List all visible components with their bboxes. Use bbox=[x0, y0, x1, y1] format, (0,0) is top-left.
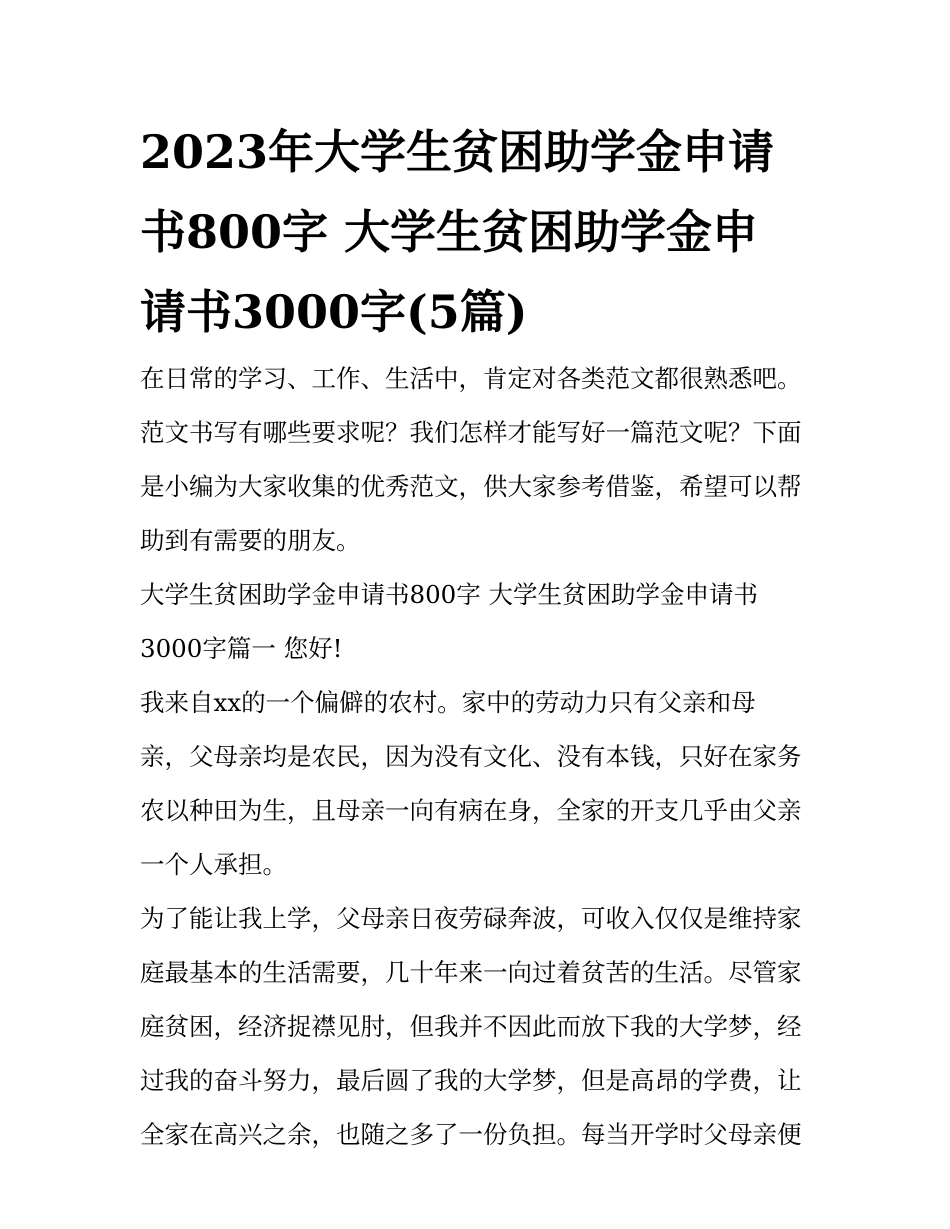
title-line: 请书3000字(5篇) bbox=[140, 285, 528, 339]
body-line: 范文书写有哪些要求呢？我们怎样才能写好一篇范文呢？下面 bbox=[140, 418, 802, 447]
document-title bbox=[140, 112, 820, 352]
body-line: 农以种田为生，且母亲一向有病在身，全家的开支几乎由父亲 bbox=[140, 796, 802, 825]
body-line: 一个人承担。 bbox=[140, 850, 287, 879]
body-line: 在日常的学习、工作、生活中，肯定对各类范文都很熟悉吧。 bbox=[140, 364, 802, 393]
document-body bbox=[140, 352, 830, 1162]
title-line: 书800字 大学生贫困助学金申 bbox=[140, 205, 759, 259]
body-line: 庭贫困，经济捉襟见肘，但我并不因此而放下我的大学梦，经 bbox=[140, 1012, 802, 1041]
body-line: 助到有需要的朋友。 bbox=[140, 526, 361, 555]
body-line: 我来自xx的一个偏僻的农村。家中的劳动力只有父亲和母 bbox=[140, 688, 756, 717]
body-line: 亲，父母亲均是农民，因为没有文化、没有本钱，只好在家务 bbox=[140, 742, 802, 771]
body-line: 3000字篇一 您好! bbox=[140, 634, 343, 663]
body-line: 庭最基本的生活需要，几十年来一向过着贫苦的生活。尽管家 bbox=[140, 958, 802, 987]
body-line: 大学生贫困助学金申请书800字 大学生贫困助学金申请书 bbox=[140, 580, 759, 609]
body-line: 为了能让我上学，父母亲日夜劳碌奔波，可收入仅仅是维持家 bbox=[140, 904, 802, 933]
body-line: 全家在高兴之余，也随之多了一份负担。每当开学时父母亲便 bbox=[140, 1120, 802, 1149]
body-line: 过我的奋斗努力，最后圆了我的大学梦，但是高昂的学费，让 bbox=[140, 1066, 802, 1095]
title-line: 2023年大学生贫困助学金申请 bbox=[140, 125, 775, 179]
body-line: 是小编为大家收集的优秀范文，供大家参考借鉴，希望可以帮 bbox=[140, 472, 802, 501]
